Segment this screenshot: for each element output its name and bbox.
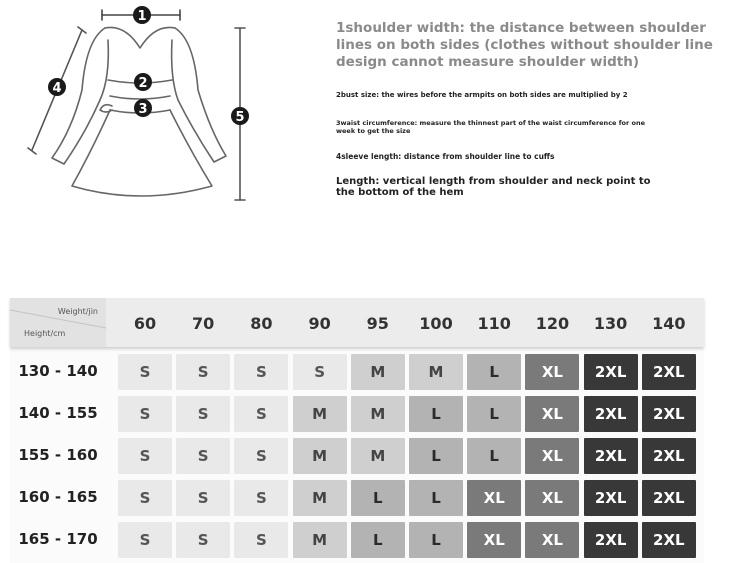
weight-column-header: 100 [419, 314, 453, 333]
size-cell: 2XL [584, 438, 638, 474]
size-cell: S [176, 396, 230, 432]
size-cell: 2XL [584, 354, 638, 390]
size-cell: XL [525, 354, 579, 390]
size-cell: S [118, 522, 172, 558]
svg-text:3: 3 [138, 102, 148, 117]
weight-column-header: 110 [477, 314, 511, 333]
size-cell: M [293, 438, 347, 474]
size-cell: XL [467, 522, 521, 558]
size-cell: S [118, 396, 172, 432]
size-cell: XL [525, 480, 579, 516]
waist-description: 3waist circumference: measure the thinnest part of the waist circumference for one week to get the size [336, 119, 645, 135]
weight-column-header: 80 [250, 314, 273, 333]
shoulder-width-description: 1shoulder width: the distance between shoulder lines on both sides (clothes without shoulder line design cannot measure shoulder width) [336, 20, 713, 70]
measurement-marker-3 [134, 99, 152, 117]
table-corner-cell [10, 298, 106, 347]
size-cell: L [467, 396, 521, 432]
svg-text:1: 1 [137, 9, 147, 24]
size-cell: S [118, 438, 172, 474]
size-cell: S [234, 438, 288, 474]
svg-text:4: 4 [52, 81, 62, 96]
height-row-label: 130 - 140 [18, 362, 98, 380]
size-cell: XL [525, 522, 579, 558]
bust-size-description: 2bust size: the wires before the armpits on both sides are multiplied by 2 [336, 91, 628, 99]
svg-text:5: 5 [235, 110, 245, 125]
size-cell: S [234, 480, 288, 516]
size-cell: S [234, 522, 288, 558]
size-cell: L [409, 480, 463, 516]
corner-diagonal-divider [10, 298, 106, 347]
dress-outline-illustration [0, 0, 300, 230]
size-cell: 2XL [642, 354, 696, 390]
size-cell: 2XL [642, 522, 696, 558]
height-row-label: 140 - 155 [18, 404, 98, 422]
size-chart-table [10, 298, 704, 563]
height-row-label: 155 - 160 [18, 446, 98, 464]
size-cell: 2XL [642, 480, 696, 516]
weight-column-header: 120 [535, 314, 570, 333]
weight-column-header: 140 [652, 314, 686, 333]
size-cell: 2XL [584, 522, 638, 558]
weight-column-header: 130 [593, 314, 628, 333]
weight-column-header: 60 [133, 314, 157, 333]
measurement-marker-2 [134, 73, 152, 91]
size-cell: L [409, 522, 463, 558]
size-cell: M [351, 396, 405, 432]
size-cell: 2XL [584, 480, 638, 516]
weight-column-header: 90 [308, 314, 331, 333]
size-cell: L [467, 354, 521, 390]
size-cell: L [467, 438, 521, 474]
size-cell: S [234, 354, 288, 390]
size-cell: S [176, 480, 230, 516]
size-cell: S [293, 354, 347, 390]
height-row-label: 165 - 170 [18, 530, 98, 548]
measurement-marker-5 [231, 107, 249, 125]
sleeve-length-description: 4sleeve length: distance from shoulder line to cuffs [336, 152, 555, 161]
size-cell: S [176, 354, 230, 390]
size-cell: 2XL [584, 396, 638, 432]
size-cell: 2XL [642, 438, 696, 474]
weight-column-header: 70 [192, 314, 215, 333]
measurement-marker-1 [133, 6, 151, 24]
size-cell: XL [525, 438, 579, 474]
size-cell: L [409, 396, 463, 432]
size-cell: 2XL [642, 396, 696, 432]
size-cell: L [409, 438, 463, 474]
size-cell: S [176, 438, 230, 474]
garment-diagram [0, 0, 300, 230]
size-cell: XL [525, 396, 579, 432]
size-cell: L [351, 480, 405, 516]
table-header-row [10, 298, 704, 347]
size-cell: M [351, 354, 405, 390]
size-cell: XL [467, 480, 521, 516]
size-cell: M [351, 438, 405, 474]
size-cell: M [409, 354, 463, 390]
length-description: Length: vertical length from shoulder and neck point to the bottom of the hem [336, 176, 651, 198]
size-cell: S [118, 354, 172, 390]
size-cell: S [118, 480, 172, 516]
size-cell: L [351, 522, 405, 558]
weight-header: Weight/jin [57, 307, 98, 316]
size-cell: M [293, 480, 347, 516]
weight-column-header: 95 [366, 314, 389, 333]
measurement-marker-4 [48, 78, 66, 96]
height-row-label: 160 - 165 [18, 488, 98, 506]
size-cell: M [293, 522, 347, 558]
height-header: Height/cm [24, 329, 66, 338]
size-cell: S [176, 522, 230, 558]
size-cell: S [234, 396, 288, 432]
size-cell: M [293, 396, 347, 432]
svg-text:2: 2 [138, 76, 148, 91]
